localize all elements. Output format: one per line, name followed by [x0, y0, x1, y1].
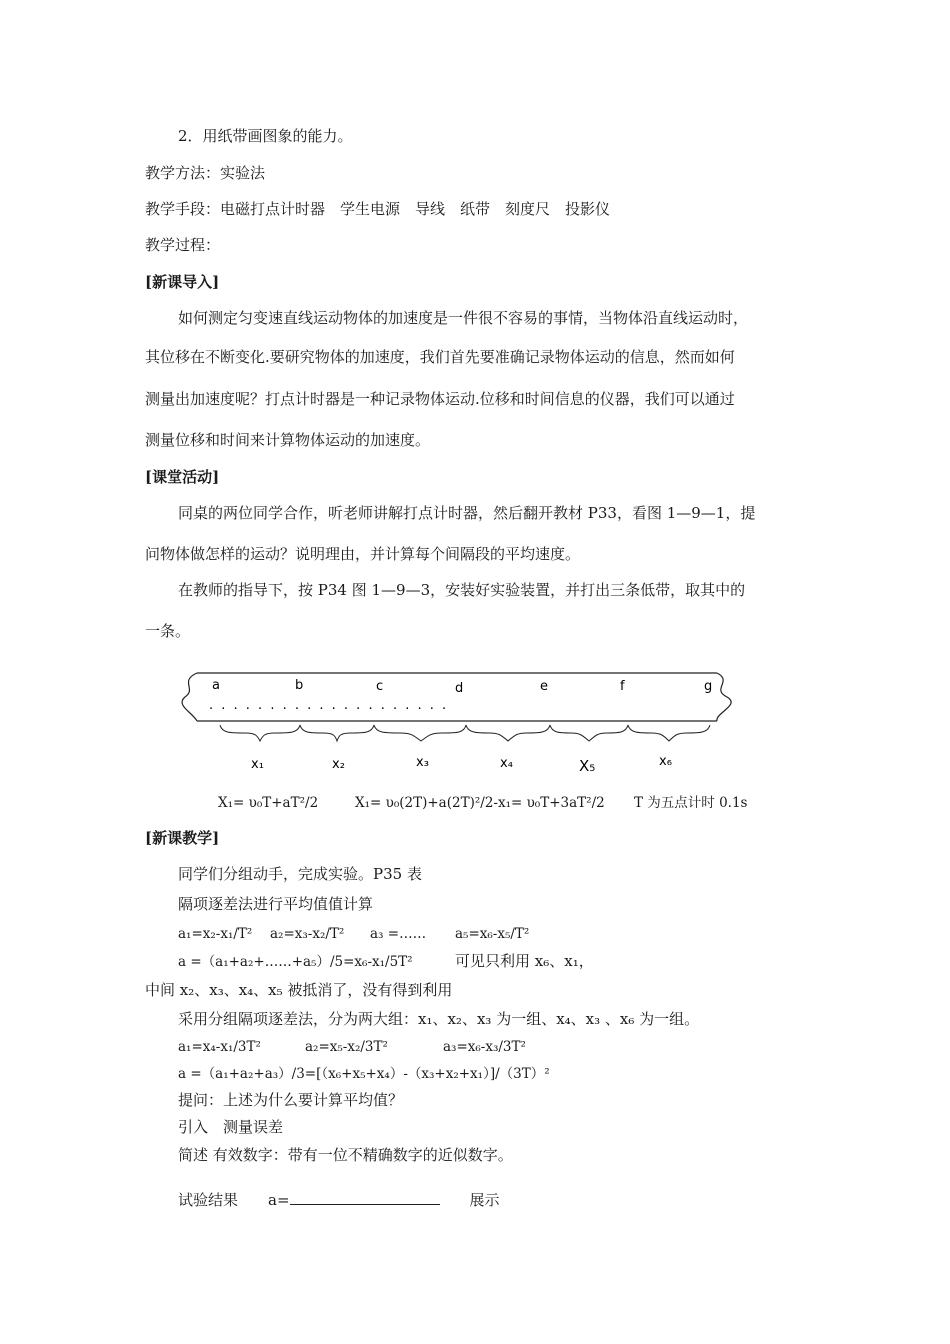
activity-paragraph-line-3: 在教师的指导下，按 P34 图 1—9—3，安装好实验装置，并打出三条低带，取其中的 [178, 581, 746, 599]
segment-label-x4: x₄ [500, 756, 513, 771]
brace-x5 [550, 725, 628, 741]
displacement-formula-2: X₁= υ₀(2T)+a(2T)²/2-x₁= υ₀T+3aT²/2 [355, 795, 605, 811]
question-line: 提问：上述为什么要计算平均值？ [178, 1091, 404, 1109]
activity-paragraph-line-2: 问物体做怎样的运动？说明理由，并计算每个间隔段的平均速度。 [145, 545, 581, 563]
activity-paragraph-line-1: 同桌的两位同学合作，听老师讲解打点计时器，然后翻开教材 P33，看图 1—9—1，提 [178, 504, 756, 522]
formula-a2: a₂=x₃-x₂/T² [270, 926, 345, 942]
tape-point-a: a [212, 678, 220, 693]
section-heading-intro: [新课导入] [145, 273, 220, 291]
teaching-line-2: 隔项逐差法进行平均值值计算 [178, 895, 374, 913]
tape-point-g: g [704, 679, 713, 694]
intro-paragraph-line-2: 其位移在不断变化.要研究物体的加速度，我们首先要准确记录物体运动的信息，然而如何 [145, 348, 735, 366]
cancellation-note: 中间 x₂、x₃、x₄、x₅ 被抵消了，没有得到利用 [145, 981, 453, 999]
grouping-method: 采用分组隔项逐差法，分为两大组：x₁、x₂、x₃ 为一组、x₄、x₃ 、x₆ 为一组。 [178, 1010, 700, 1028]
intro-paragraph-line-4: 测量位移和时间来计算物体运动的加速度。 [145, 431, 431, 449]
segment-label-x3: x₃ [416, 755, 429, 770]
formula-a5: a₅=x₆-x₅/T² [455, 926, 530, 942]
segment-label-x1: x₁ [251, 757, 264, 772]
segment-label-x5: X₅ [579, 757, 596, 773]
objective-2: 2．用纸带画图象的能力。 [178, 127, 353, 145]
formula-a3: a₃ =…… [370, 926, 427, 942]
section-heading-activity: [课堂活动] [145, 468, 220, 486]
tape-point-d: d [455, 681, 464, 696]
significant-figures-line: 简述 有效数字：带有一位不精确数字的近似数字。 [178, 1146, 513, 1164]
tape-point-f: f [620, 679, 625, 694]
observation-text: 可见只利用 x₆、x₁， [455, 952, 594, 970]
result-show-label: 展示 [469, 1191, 500, 1209]
tape-point-c: c [376, 679, 384, 694]
formula-b2: a₂=x₅-x₂/3T² [305, 1039, 388, 1055]
intro-paragraph-line-3: 测量出加速度呢？打点计时器是一种记录物体运动.位移和时间信息的仪器，我们可以通过 [145, 390, 735, 408]
brace-x6 [628, 725, 710, 741]
formula-b3: a₃=x₆-x₃/3T² [443, 1039, 526, 1055]
formula-a1: a₁=x₂-x₁/T² [178, 926, 253, 942]
tape-point-b: b [295, 678, 304, 693]
paper-tape-diagram [175, 655, 745, 773]
brace-x4 [466, 725, 550, 741]
tape-left-torn-edge [182, 673, 197, 721]
activity-paragraph-line-4: 一条。 [145, 622, 191, 640]
tape-point-e: e [540, 679, 548, 694]
brace-x3 [374, 725, 466, 741]
brace-x1 [220, 725, 300, 741]
segment-braces [220, 725, 710, 741]
teaching-process: 教学过程： [145, 236, 221, 254]
segment-label-x2: x₂ [332, 757, 345, 772]
introduce-error-line: 引入 测量误差 [178, 1118, 284, 1136]
result-line [178, 1190, 500, 1210]
segment-label-x6: x₆ [659, 754, 672, 769]
tape-right-torn-edge [717, 673, 731, 721]
formula-average-2: a =（a₁+a₂+a₃）/3=[（x₆+x₅+x₄）-（x₃+x₂+x₁）]/（3T）² [178, 1066, 550, 1082]
brace-x2 [300, 725, 374, 741]
result-label: 试验结果 a= [178, 1191, 290, 1209]
tape-dots: · · · · · · · · · · · · · · · · · · · · [209, 702, 449, 717]
formula-average-1: a =（a₁+a₂+……+a₅）/5=x₆-x₁/5T² [178, 954, 413, 970]
displacement-formula-1: X₁= υ₀T+aT²/2 [218, 795, 319, 811]
teaching-method: 教学方法：实验法 [145, 164, 266, 182]
teaching-line-1: 同学们分组动手，完成实验。P35 表 [178, 865, 422, 883]
period-note: T 为五点计时 0.1s [634, 795, 748, 811]
result-blank[interactable] [290, 1190, 440, 1205]
section-heading-teaching: [新课教学] [145, 829, 220, 847]
formula-b1: a₁=x₄-x₁/3T² [178, 1039, 261, 1055]
intro-paragraph-line-1: 如何测定匀变速直线运动物体的加速度是一件很不容易的事情，当物体沿直线运动时， [178, 309, 749, 327]
teaching-tools: 教学手段：电磁打点计时器 学生电源 导线 纸带 刻度尺 投影仪 [145, 200, 611, 218]
